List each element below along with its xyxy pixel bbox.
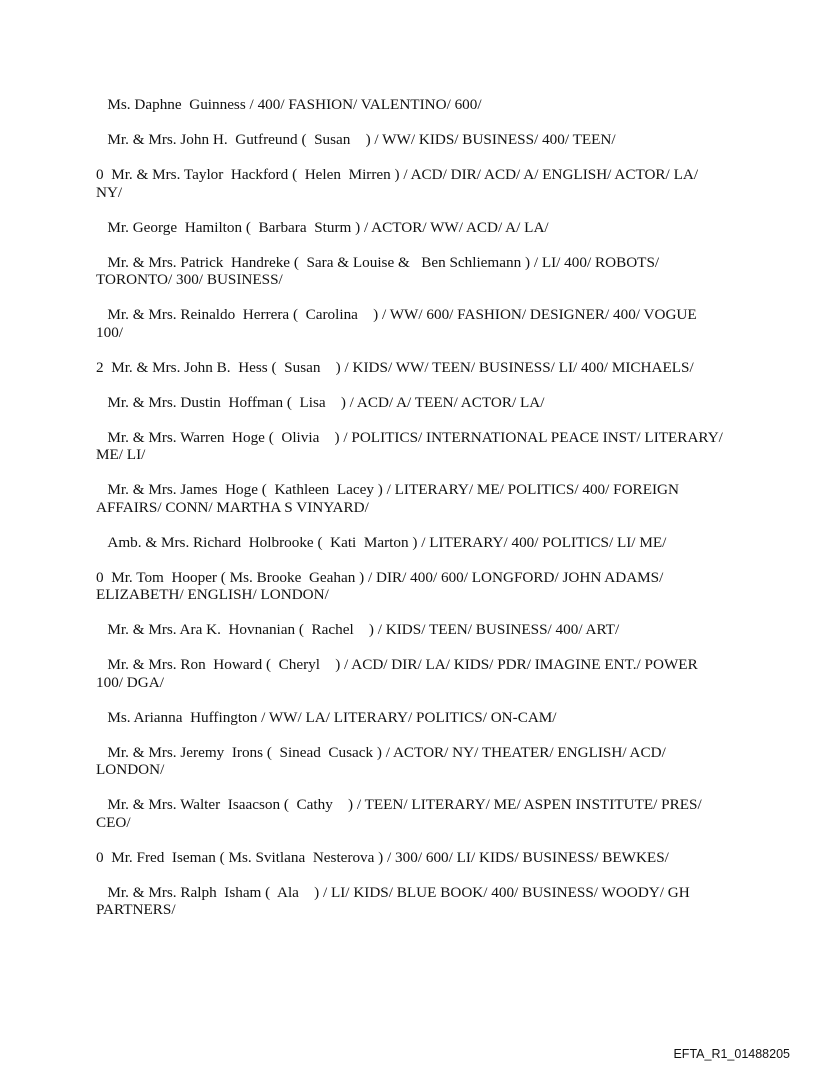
guest-entry: Amb. & Mrs. Richard Holbrooke ( Kati Marton ) / LITERARY/ 400/ POLITICS/ LI/ ME/ bbox=[96, 533, 667, 551]
guest-entry: Mr. & Mrs. Ron Howard ( Cheryl ) / ACD/ DIR/ LA/ KIDS/ PDR/ IMAGINE ENT./ POWER 100/ DGA/ bbox=[96, 656, 702, 691]
guest-entry: Mr. & Mrs. Dustin Hoffman ( Lisa ) / ACD/ A/ TEEN/ ACTOR/ LA/ bbox=[96, 393, 545, 411]
guest-entry: Mr. & Mrs. Reinaldo Herrera ( Carolina ) / WW/ 600/ FASHION/ DESIGNER/ 400/ VOGUE 100/ bbox=[96, 306, 701, 341]
guest-entry: Mr. & Mrs. Patrick Handreke ( Sara & Louise & Ben Schliemann ) / LI/ 400/ ROBOTS/ TORONTO/ 300/ BUSINESS/ bbox=[96, 253, 663, 288]
guest-entry: Mr. & Mrs. Walter Isaacson ( Cathy ) / TEEN/ LITERARY/ ME/ ASPEN INSTITUTE/ PRES/ CEO/ bbox=[96, 796, 706, 831]
guest-entry: Mr. & Mrs. James Hoge ( Kathleen Lacey ) / LITERARY/ ME/ POLITICS/ 400/ FOREIGN AFFAIRS/ CONN/ MARTHA S VINYARD/ bbox=[96, 481, 682, 516]
guest-entry: Mr. & Mrs. Ralph Isham ( Ala ) / LI/ KIDS/ BLUE BOOK/ 400/ BUSINESS/ WOODY/ GH PARTNERS/ bbox=[96, 883, 694, 918]
guest-entry: 0 Mr. & Mrs. Taylor Hackford ( Helen Mirren ) / ACD/ DIR/ ACD/ A/ ENGLISH/ ACTOR/ LA/ NY/ bbox=[96, 166, 702, 201]
guest-entry: Ms. Arianna Huffington / WW/ LA/ LITERARY/ POLITICS/ ON-CAM/ bbox=[96, 708, 557, 726]
guest-entry: Mr. & Mrs. Jeremy Irons ( Sinead Cusack ) / ACTOR/ NY/ THEATER/ ENGLISH/ ACD/ LONDON/ bbox=[96, 743, 670, 778]
guest-entry: 0 Mr. Tom Hooper ( Ms. Brooke Geahan ) / DIR/ 400/ 600/ LONGFORD/ JOHN ADAMS/ ELIZABETH/ ENGLISH/ LONDON/ bbox=[96, 568, 668, 603]
guest-entry: 2 Mr. & Mrs. John B. Hess ( Susan ) / KIDS/ WW/ TEEN/ BUSINESS/ LI/ 400/ MICHAELS/ bbox=[96, 358, 694, 376]
guest-entry: Ms. Daphne Guinness / 400/ FASHION/ VALENTINO/ 600/ bbox=[96, 96, 482, 113]
document-id: EFTA_R1_01488205 bbox=[673, 1047, 790, 1061]
guest-entry: Mr. & Mrs. Warren Hoge ( Olivia ) / POLITICS/ INTERNATIONAL PEACE INST/ LITERARY/ ME/ LI/ bbox=[96, 428, 727, 463]
guest-entry: Mr. & Mrs. Ara K. Hovnanian ( Rachel ) / KIDS/ TEEN/ BUSINESS/ 400/ ART/ bbox=[96, 621, 620, 638]
guest-entry: Mr. & Mrs. John H. Gutfreund ( Susan ) / WW/ KIDS/ BUSINESS/ 400/ TEEN/ bbox=[96, 131, 616, 148]
guest-entry: Mr. George Hamilton ( Barbara Sturm ) / ACTOR/ WW/ ACD/ A/ LA/ bbox=[96, 218, 549, 236]
guest-list bbox=[96, 96, 726, 936]
guest-entry: 0 Mr. Fred Iseman ( Ms. Svitlana Nesterova ) / 300/ 600/ LI/ KIDS/ BUSINESS/ BEWKES/ bbox=[96, 848, 669, 866]
